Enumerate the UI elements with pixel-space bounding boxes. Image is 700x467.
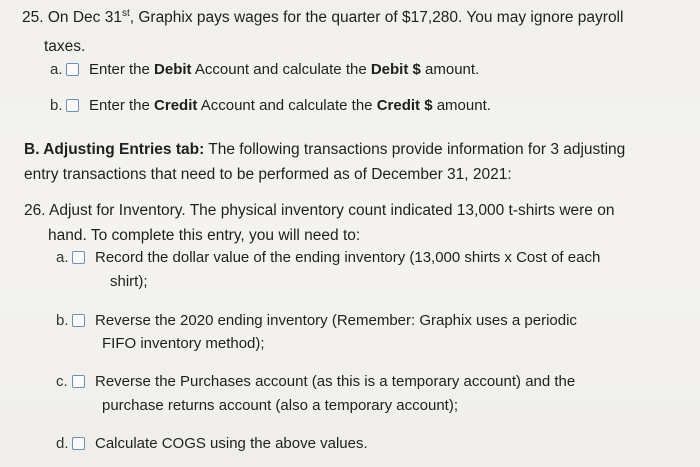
q25-line-2: taxes. [44, 38, 86, 55]
q25-item-a: a. Enter the Debit Account and calculate the Debit $ amount. [50, 61, 480, 78]
q25-line-1: 25. On Dec 31st, Graphix pays wages for the quarter of $17,280. You may ignore payroll [22, 7, 624, 26]
q26-item-c-cont: purchase returns account (also a temporary account); [102, 397, 459, 414]
section-b-line-2: entry transactions that need to be performed as of December 31, 2021: [24, 166, 512, 183]
checkbox[interactable] [66, 63, 79, 76]
q26-line-1: 26. Adjust for Inventory. The physical inventory count indicated 13,000 t-shirts were on [24, 202, 615, 219]
q26-item-b-cont: FIFO inventory method); [102, 335, 265, 352]
q26-item-b: b. Reverse the 2020 ending inventory (Remember: Graphix uses a periodic [56, 312, 577, 329]
q26-item-a: a. Record the dollar value of the ending inventory (13,000 shirts x Cost of each [56, 249, 601, 266]
checkbox[interactable] [72, 437, 85, 450]
q26-item-d: d. Calculate COGS using the above values. [56, 435, 368, 452]
q26-item-a-cont: shirt); [110, 273, 148, 290]
q26-line-2: hand. To complete this entry, you will need to: [48, 227, 361, 244]
checkbox[interactable] [72, 375, 85, 388]
checkbox[interactable] [72, 251, 85, 264]
checkbox[interactable] [66, 99, 79, 112]
checkbox[interactable] [72, 314, 85, 327]
q25-item-b: b. Enter the Credit Account and calculate the Credit $ amount. [50, 97, 491, 114]
section-b-line-1: B. Adjusting Entries tab: The following transactions provide information for 3 adjusting [24, 141, 626, 158]
q26-item-c: c. Reverse the Purchases account (as this is a temporary account) and the [56, 373, 576, 390]
